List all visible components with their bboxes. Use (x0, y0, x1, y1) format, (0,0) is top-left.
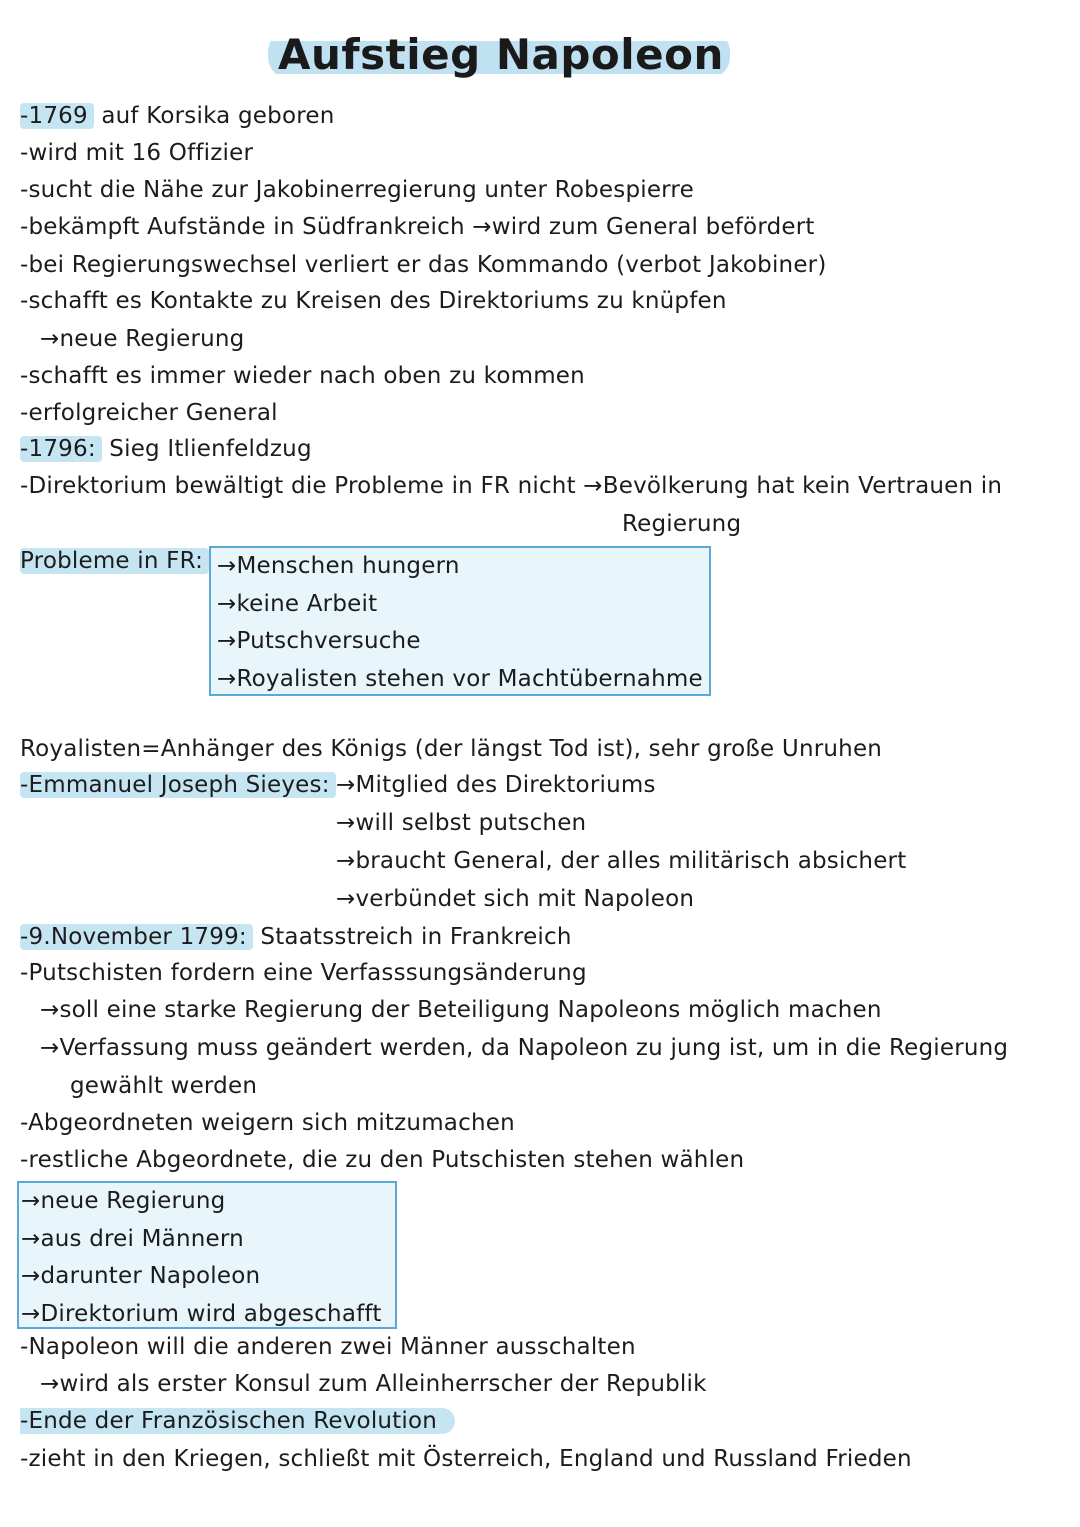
probleme-item: →keine Arbeit (217, 590, 378, 617)
date-highlight-1796: -1796: (20, 436, 102, 462)
page-title: Aufstieg Napoleon (268, 30, 730, 79)
note-line-ende-revolution (20, 1406, 455, 1436)
probleme-item: →Putschversuche (217, 628, 421, 655)
note-line-jakobiner: -sucht die Nähe zur Jakobinerregierung unter Robespierre (20, 177, 694, 203)
note-line-nach-oben: -schafft es immer wieder nach oben zu kommen (20, 363, 585, 389)
note-line-kontakte: -schafft es Kontakte zu Kreisen des Direktoriums zu knüpfen (20, 288, 727, 314)
ende-highlight: -Ende der Französischen Revolution (20, 1408, 455, 1434)
note-line-restliche: -restliche Abgeordnete, die zu den Putschisten stehen wählen (20, 1147, 745, 1173)
note-line-frieden: -zieht in den Kriegen, schließt mit Österreich, England und Russland Frieden (20, 1446, 912, 1472)
sieyes-label (20, 770, 336, 800)
probleme-item: →Menschen hungern (217, 553, 460, 579)
note-line-general: -erfolgreicher General (20, 400, 278, 426)
note-line-officer: -wird mit 16 Offizier (20, 140, 254, 166)
note-line-1796 (20, 434, 312, 464)
regierung-box (17, 1181, 397, 1329)
note-line-royalisten: Royalisten=Anhänger des Königs (der längst Tod ist), sehr große Unruhen (20, 736, 883, 762)
note-line-verfassung: →Verfassung muss geändert werden, da Napoleon zu jung ist, um in die Regierung (40, 1035, 1009, 1061)
note-text: auf Korsika geboren (93, 103, 335, 129)
note-line-neue-regierung: →neue Regierung (40, 326, 245, 352)
regierung-item: →darunter Napoleon (21, 1263, 261, 1290)
date-highlight-1799: -9.November 1799: (20, 924, 253, 950)
regierung-item: →aus drei Männern (21, 1225, 244, 1252)
note-text: Staatsstreich in Frankreich (252, 924, 572, 950)
date-highlight-1769: -1769 (20, 103, 94, 129)
note-line-direktorium: -Direktorium bewältigt die Probleme in FR nicht →Bevölkerung hat kein Vertrauen in (20, 473, 1003, 499)
probleme-label (20, 546, 209, 576)
note-line-starke-regierung: →soll eine starke Regierung der Beteiligung Napoleons möglich machen (40, 997, 882, 1023)
note-line-kommando: -bei Regierungswechsel verliert er das Kommando (verbot Jakobiner) (20, 252, 827, 278)
sieyes-item: →braucht General, der alles militärisch absichert (336, 848, 907, 874)
sieyes-item: →verbündet sich mit Napoleon (336, 886, 695, 912)
sieyes-label-highlight: -Emmanuel Joseph Sieyes: (20, 772, 336, 798)
sieyes-item: →will selbst putschen (336, 810, 587, 836)
note-line-aufstaende: -bekämpft Aufstände in Südfrankreich →wird zum General befördert (20, 214, 815, 240)
note-line-putschisten: -Putschisten fordern eine Verfasssungsänderung (20, 960, 587, 986)
note-line-konsul: →wird als erster Konsul zum Alleinherrscher der Republik (40, 1371, 707, 1397)
note-line-direktorium-cont: Regierung (622, 511, 742, 537)
note-line-staatsstreich (20, 922, 572, 952)
sieyes-item: →Mitglied des Direktoriums (336, 772, 656, 798)
note-line-verfassung-cont: gewählt werden (70, 1073, 258, 1099)
note-text: Sieg Itlienfeldzug (101, 436, 312, 462)
probleme-label-highlight: Probleme in FR: (20, 548, 209, 574)
probleme-box (209, 546, 711, 696)
note-line-birth (20, 101, 335, 131)
probleme-item: →Royalisten stehen vor Machtübernahme (217, 665, 703, 692)
regierung-item: →Direktorium wird abgeschafft (21, 1300, 382, 1327)
note-line-ausschalten: -Napoleon will die anderen zwei Männer ausschalten (20, 1334, 636, 1360)
note-line-abgeordnete: -Abgeordneten weigern sich mitzumachen (20, 1110, 515, 1136)
regierung-item: →neue Regierung (21, 1188, 226, 1214)
